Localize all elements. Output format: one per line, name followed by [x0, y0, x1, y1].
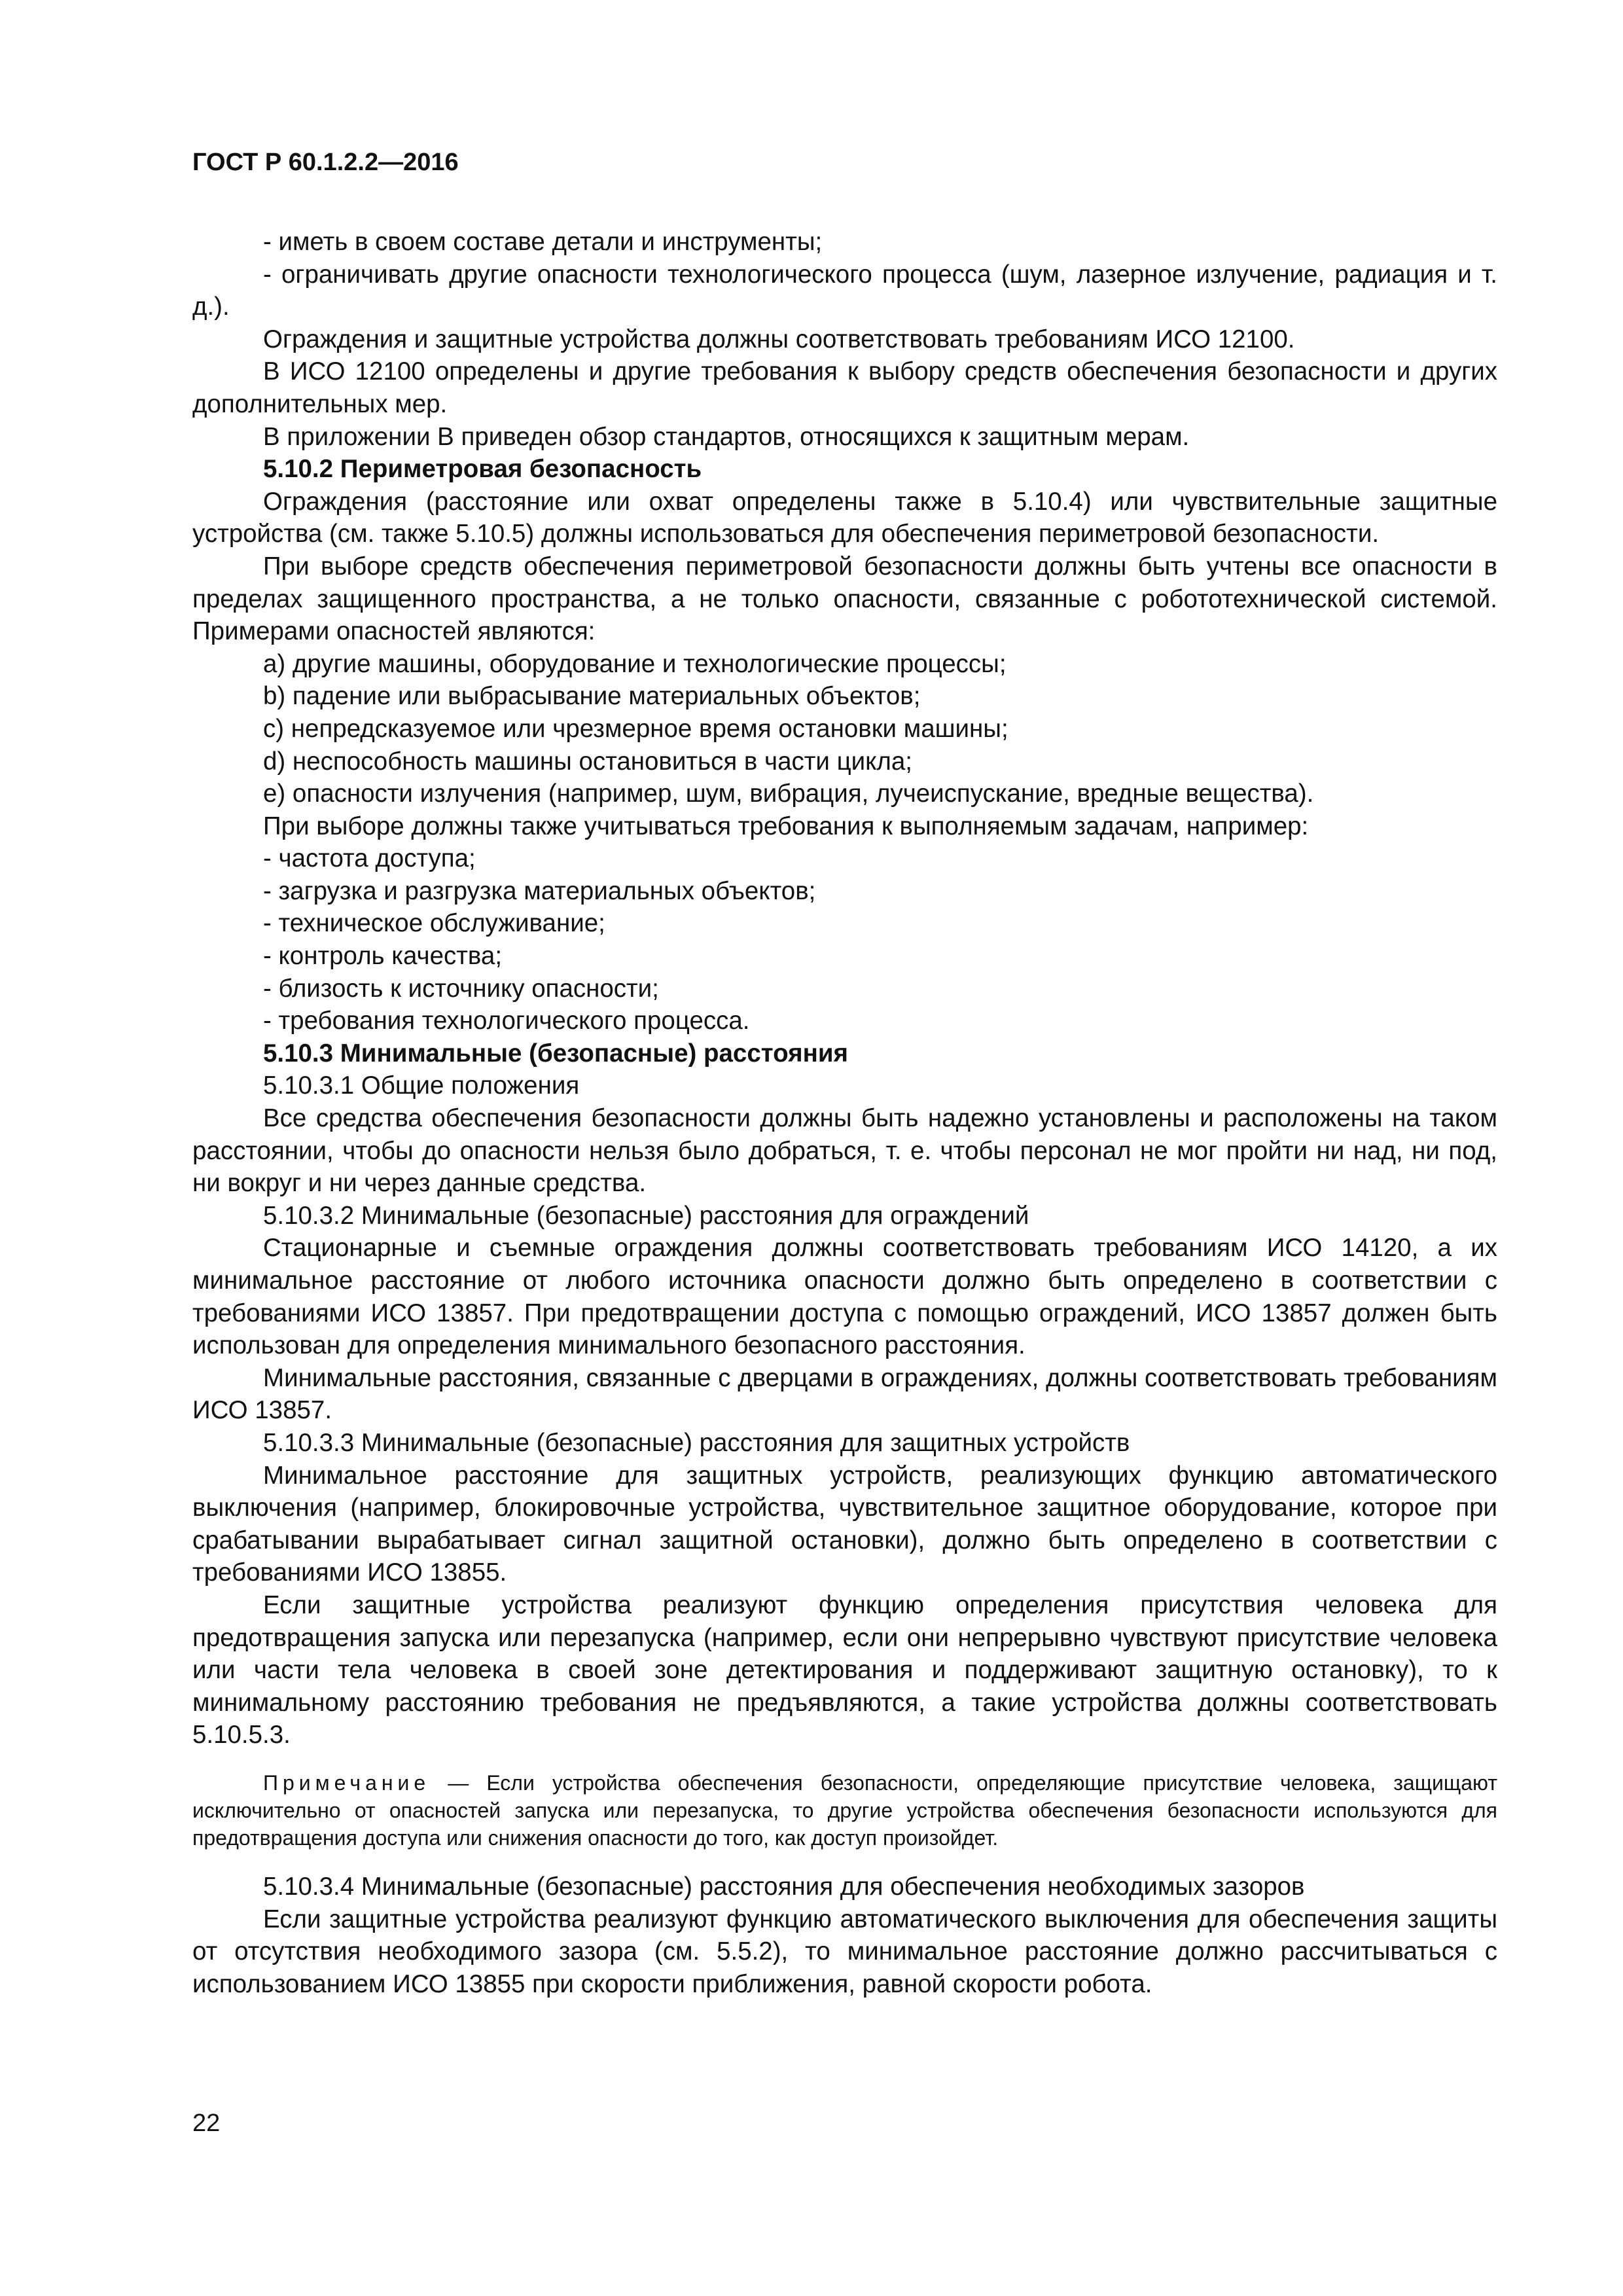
- paragraph: Если защитные устройства реализуют функцию автоматического выключения для обеспечения защиты от отсутствия необходимого зазора (см. 5.5.2), то минимальное расстояние должно рассчитываться с использованием ИСО 13855 при скорости приближения, равной скорости робота.: [192, 1905, 1497, 1998]
- paragraph: При выборе средств обеспечения периметровой безопасности должны быть учтены все опасности в пределах защищенного пространства, а не только опасности, связанные с робототехнической системой. Примерами опасностей являются:: [192, 552, 1497, 646]
- note-text: Если устройства обеспечения безопасности, определяющие присутствие человека, защищают исключительно от опасностей запуска или перезапуска, то другие устройства обеспечения безопасности используются для предотвращения доступа или снижения опасности до того, как доступ произойдет.: [192, 1770, 1498, 1850]
- paragraph: В ИСО 12100 определены и другие требования к выбору средств обеспечения безопасности и других дополнительных мер.: [192, 357, 1497, 418]
- document-body: [192, 226, 1497, 2000]
- paragraph: Минимальные расстояния, связанные с дверцами в ограждениях, должны соответствовать требованиям ИСО 13857.: [192, 1363, 1497, 1425]
- subsection-heading: 5.10.3.2 Минимальные (безопасные) расстояния для ограждений: [263, 1201, 1029, 1230]
- list-item: e) опасности излучения (например, шум, вибрация, лучеиспускание, вредные вещества).: [263, 780, 1314, 808]
- list-item: d) неспособность машины остановиться в части цикла;: [263, 747, 912, 776]
- page-number: 22: [192, 2109, 221, 2137]
- paragraph: Все средства обеспечения безопасности должны быть надежно установлены и расположены на таком расстоянии, чтобы до опасности нельзя было добраться, т. е. чтобы персонал не мог пройти ни над, ни под, ни вокруг и ни через данные средства.: [192, 1104, 1497, 1198]
- list-item: - частота доступа;: [263, 844, 476, 873]
- note-label: Примечание: [263, 1770, 431, 1795]
- list-item: - контроль качества;: [263, 942, 503, 971]
- document-header: ГОСТ Р 60.1.2.2—2016: [192, 149, 459, 176]
- paragraph: - ограничивать другие опасности технологического процесса (шум, лазерное излучение, радиация и т. д.).: [192, 260, 1497, 321]
- paragraph: Минимальное расстояние для защитных устройств, реализующих функцию автоматического выключения (например, блокировочные устройства, чувствительное защитное оборудование, которое при срабатывании вырабатывает сигнал защитной остановки), должно быть определено в соответствии с требованиями ИСО 13855.: [192, 1461, 1497, 1587]
- list-item: b) падение или выбрасывание материальных объектов;: [263, 682, 921, 711]
- list-item: - требования технологического процесса.: [263, 1007, 750, 1035]
- paragraph: При выборе должны также учитываться требования к выполняемым задачам, например:: [263, 812, 1309, 840]
- note-dash: —: [430, 1770, 487, 1795]
- list-item: - загрузка и разгрузка материальных объектов;: [263, 876, 816, 905]
- paragraph: Ограждения (расстояние или охват определены также в 5.10.4) или чувствительные защитные устройства (см. также 5.10.5) должны использоваться для обеспечения периметровой безопасности.: [192, 487, 1497, 548]
- paragraph: Если защитные устройства реализуют функцию определения присутствия человека для предотвращения запуска или перезапуска (например, если они непрерывно чувствуют присутствие человека или части тела человека в своей зоне детектирования и поддерживают защитную остановку), то к минимальному расстоянию требования не предъявляются, а такие устройства должны соответствовать 5.10.5.3.: [192, 1590, 1497, 1749]
- list-item: a) другие машины, оборудование и технологические процессы;: [263, 649, 1007, 678]
- paragraph: Стационарные и съемные ограждения должны соответствовать требованиям ИСО 14120, а их минимальное расстояние от любого источника опасности должно быть определено в соответствии с требованиями ИСО 13857. При предотвращении доступа с помощью ограждений, ИСО 13857 должен быть использован для определения минимального безопасного расстояния.: [192, 1234, 1497, 1360]
- paragraph: В приложении В приведен обзор стандартов, относящихся к защитным мерам.: [263, 422, 1190, 451]
- list-item: - техническое обслуживание;: [263, 909, 605, 938]
- subsection-heading: 5.10.3.3 Минимальные (безопасные) расстояния для защитных устройств: [263, 1428, 1130, 1457]
- section-heading: 5.10.2 Периметровая безопасность: [263, 455, 702, 484]
- list-item: - близость к источнику опасности;: [263, 974, 659, 1003]
- subsection-heading: 5.10.3.1 Общие положения: [263, 1071, 580, 1100]
- paragraph: Ограждения и защитные устройства должны соответствовать требованиям ИСО 12100.: [263, 325, 1295, 353]
- paragraph: - иметь в своем составе детали и инструменты;: [263, 228, 823, 256]
- note: [192, 1769, 1497, 1852]
- list-item: c) непредсказуемое или чрезмерное время остановки машины;: [263, 714, 1008, 743]
- section-heading: 5.10.3 Минимальные (безопасные) расстояния: [263, 1039, 848, 1067]
- subsection-heading: 5.10.3.4 Минимальные (безопасные) расстояния для обеспечения необходимых зазоров: [263, 1872, 1305, 1901]
